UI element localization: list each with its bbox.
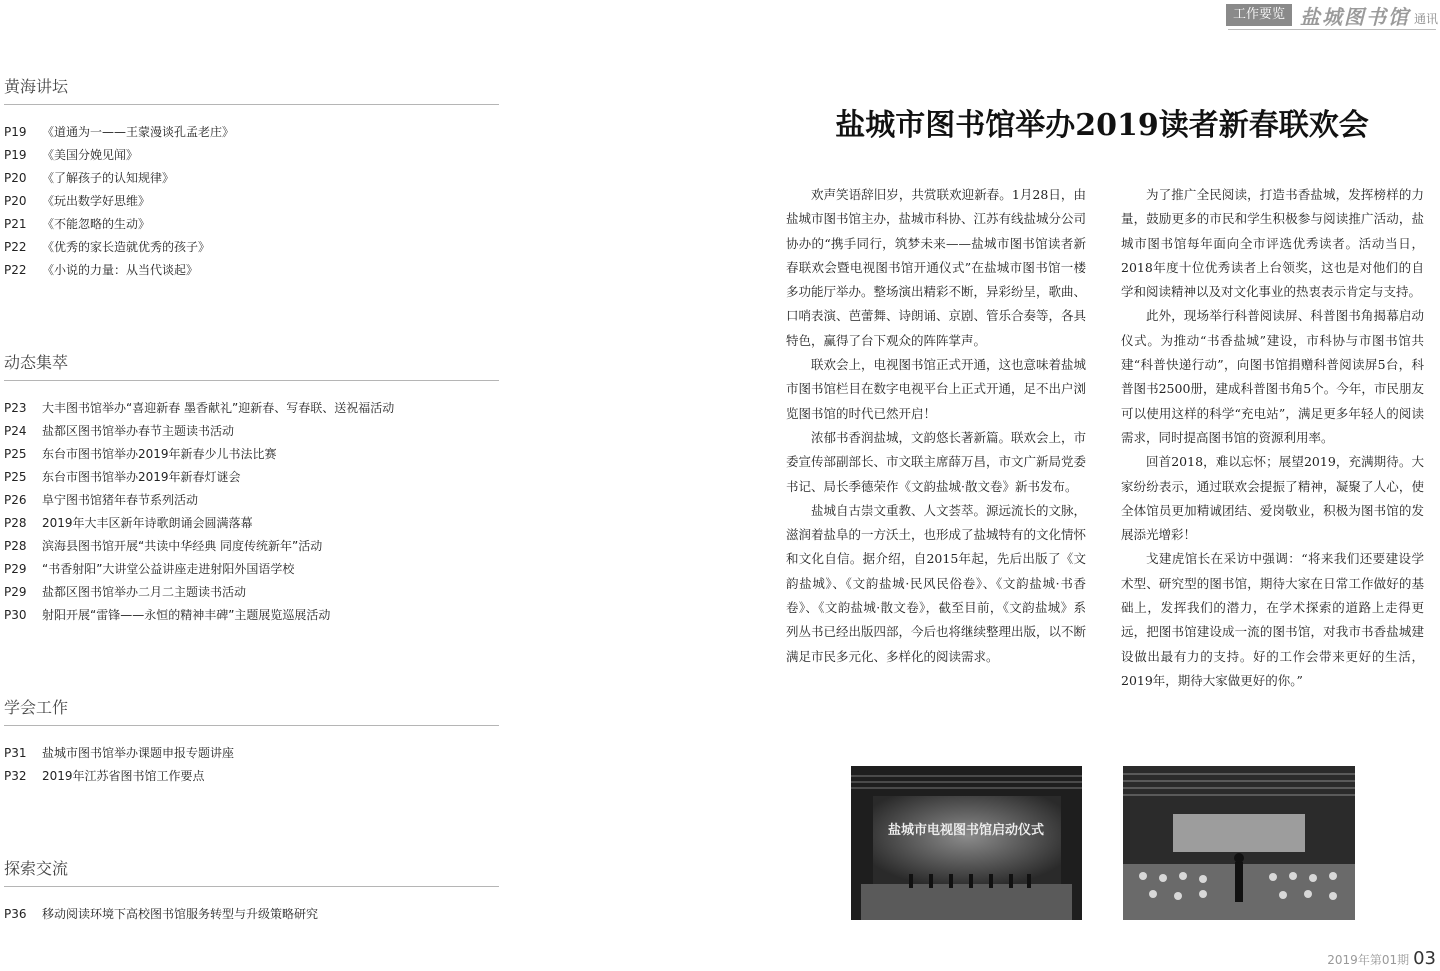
toc-item[interactable] [4, 397, 499, 420]
article-paragraph: 盐城自古崇文重教、人文荟萃。源远流长的文脉，滋润着盐阜的一方沃土，也形成了盐城特有的文化情怀和文化自信。据介绍，自2015年起，先后出版了《文韵盐城》、《文韵盐城·民风民俗卷》、《文韵盐城·书香卷》、《文韵盐城·散文卷》，截至目前，《文韵盐城》系列丛书已经出版四部，今后也将继续整理出版，以不断满足市民多元化、多样化的阅读需求。 [786, 502, 1087, 664]
toc-section-xuehui [4, 695, 499, 788]
toc-page: P25 [4, 470, 27, 484]
page-footer [1327, 948, 1436, 969]
toc-item[interactable] [4, 420, 499, 443]
toc-page: P29 [4, 585, 27, 599]
toc-text: 《优秀的家长造就优秀的孩子》 [42, 240, 211, 254]
toc-section-title: 动态集萃 [4, 350, 499, 381]
toc-page: P24 [4, 424, 27, 438]
toc-page: P29 [4, 562, 27, 576]
toc-item[interactable] [4, 558, 499, 581]
toc-text: 东台市图书馆举办2019年新春灯谜会 [42, 470, 241, 484]
article-paragraph: 为了推广全民阅读，打造书香盐城，发挥榜样的力量，鼓励更多的市民和学生积极参与阅读推广活动，盐城市图书馆每年面向全市评选优秀读者。活动当日，2018年度十位优秀读者上台领奖，这也是对他们的自学和阅读精神以及对文化事业的热衷表示肯定与支持。 [1121, 187, 1424, 300]
screen-caption: 盐城市电视图书馆启动仪式 [887, 823, 1045, 838]
header-divider [1228, 29, 1436, 30]
toc-page: P26 [4, 493, 27, 507]
toc-section-title: 探索交流 [4, 856, 499, 887]
page-number: 03 [1413, 948, 1436, 969]
toc-list [4, 397, 499, 627]
toc-text: 滨海县图书馆开展“共读中华经典 同度传统新年”活动 [42, 539, 323, 553]
toc-page: P22 [4, 263, 27, 277]
toc-item[interactable] [4, 742, 499, 765]
toc-page: P30 [4, 608, 27, 622]
toc-page: P20 [4, 194, 27, 208]
toc-text: 《美国分娩见闻》 [42, 148, 139, 162]
toc-text: 移动阅读环境下高校图书馆服务转型与升级策略研究 [42, 907, 319, 921]
article-column-left [786, 183, 1086, 669]
toc-page: P36 [4, 907, 27, 921]
article-paragraph: 此外，现场举行科普阅读屏、科普图书角揭幕启动仪式。为推动“书香盐城”建设，市科协与市图书馆共建“科普快递行动”，向图书馆捐赠科普阅读屏5台，科普图书2500册，建成科普图书角5个。今年，市民朋友可以使用这样的科学“充电站”，满足更多年轻人的阅读需求，同时提高图书馆的资源利用率。 [1121, 308, 1424, 445]
page-header [1226, 2, 1438, 28]
article-title: 盐城市图书馆举办2019读者新春联欢会 [835, 108, 1369, 143]
toc-text: 盐都区图书馆举办二月二主题读书活动 [42, 585, 247, 599]
toc-item[interactable] [4, 259, 499, 282]
toc-item[interactable] [4, 213, 499, 236]
article-paragraph: 回首2018，难以忘怀；展望2019，充满期待。大家纷纷表示，通过联欢会提振了精神，凝聚了人心，使全体馆员更加精诚团结、爱岗敬业，积极为图书馆的发展添光增彩！ [1121, 454, 1424, 543]
toc-item[interactable] [4, 167, 499, 190]
toc-item[interactable] [4, 443, 499, 466]
toc-list [4, 121, 499, 282]
toc-text: “书香射阳”大讲堂公益讲座走进射阳外国语学校 [42, 562, 295, 576]
toc-page: P23 [4, 401, 27, 415]
article-paragraph: 欢声笑语辞旧岁，共赏联欢迎新春。1月28日，由盐城市图书馆主办，盐城市科协、江苏有线盐城分公司协办的“携手同行，筑梦未来——盐城市图书馆读者新春联欢会暨电视图书馆开通仪式”在盐城市图书馆一楼多功能厅举办。整场演出精彩不断，异彩纷呈，歌曲、口哨表演、芭蕾舞、诗朗诵、京剧、管乐合奏等，各具特色，赢得了台下观众的阵阵掌声。 [786, 187, 1087, 348]
toc-page: P19 [4, 148, 27, 162]
toc-page: P31 [4, 746, 27, 760]
article-paragraph: 联欢会上，电视图书馆正式开通，这也意味着盐城市图书馆栏目在数字电视平台上正式开通，足不出户浏览图书馆的时代已然开启！ [786, 357, 1087, 421]
toc-text: 《了解孩子的认知规律》 [42, 171, 175, 185]
toc-text: 东台市图书馆举办2019年新春少儿书法比赛 [42, 447, 277, 461]
toc-section-tansuo [4, 856, 499, 926]
toc-page: P21 [4, 217, 27, 231]
toc-page: P28 [4, 539, 27, 553]
issue-label: 2019年第01期 [1327, 953, 1410, 967]
toc-text: 阜宁图书馆猪年春节系列活动 [42, 493, 199, 507]
toc-page: P22 [4, 240, 27, 254]
toc-section-huanghai [4, 74, 499, 282]
toc-item[interactable] [4, 190, 499, 213]
toc-text: 盐都区图书馆举办春节主题读书活动 [42, 424, 235, 438]
toc-item[interactable] [4, 121, 499, 144]
toc-text: 2019年大丰区新年诗歌朗诵会圆满落幕 [42, 516, 253, 530]
toc-text: 2019年江苏省图书馆工作要点 [42, 769, 205, 783]
toc-list [4, 742, 499, 788]
toc-section-title: 学会工作 [4, 695, 499, 726]
toc-item[interactable] [4, 466, 499, 489]
toc-item[interactable] [4, 512, 499, 535]
toc-text: 《小说的力量：从当代谈起》 [42, 263, 199, 277]
toc-text: 《玩出数学好思维》 [42, 194, 151, 208]
brand-logo: 盐城图书馆 [1299, 4, 1410, 29]
brand-suffix: 通讯 [1413, 12, 1438, 26]
toc-page: P28 [4, 516, 27, 530]
toc-section-title: 黄海讲坛 [4, 74, 499, 105]
toc-text: 《不能忽略的生动》 [42, 217, 151, 231]
toc-list [4, 903, 499, 926]
toc-item[interactable] [4, 903, 499, 926]
orchestra-photo [1123, 766, 1355, 920]
article-column-right [1121, 183, 1424, 693]
toc-item[interactable] [4, 581, 499, 604]
toc-item[interactable] [4, 144, 499, 167]
toc-item[interactable] [4, 765, 499, 788]
toc-item[interactable] [4, 535, 499, 558]
toc-section-dongtai [4, 350, 499, 627]
launch-ceremony-photo [851, 766, 1082, 920]
toc-page: P19 [4, 125, 27, 139]
toc-item[interactable] [4, 604, 499, 627]
article-paragraph: 浓郁书香润盐城，文韵悠长著新篇。联欢会上，市委宣传部副部长、市文联主席薛万昌，市文广新局党委书记、局长季德荣作《文韵盐城·散文卷》新书发布。 [786, 429, 1087, 494]
toc-page: P32 [4, 769, 27, 783]
toc-text: 射阳开展“雷锋——永恒的精神丰碑”主题展览巡展活动 [42, 608, 331, 622]
toc-page: P25 [4, 447, 27, 461]
toc-item[interactable] [4, 236, 499, 259]
article-paragraph: 戈建虎馆长在采访中强调：“将来我们还要建设学术型、研究型的图书馆，期待大家在日常工作做好的基础上，发挥我们的潜力，在学术探索的道路上走得更远，把图书馆建设成一流的图书馆，对我市书香盐城建设做出最有力的支持。好的工作会带来更好的生活，2019年，期待大家做更好的你。” [1121, 551, 1424, 688]
toc-text: 大丰图书馆举办“喜迎新春 墨香献礼”迎新春、写春联、送祝福活动 [42, 401, 395, 415]
toc-item[interactable] [4, 489, 499, 512]
toc-text: 《道通为一——王蒙漫谈孔孟老庄》 [42, 125, 235, 139]
toc-page: P20 [4, 171, 27, 185]
toc-text: 盐城市图书馆举办课题申报专题讲座 [42, 746, 235, 760]
section-tag: 工作要览 [1226, 4, 1292, 26]
